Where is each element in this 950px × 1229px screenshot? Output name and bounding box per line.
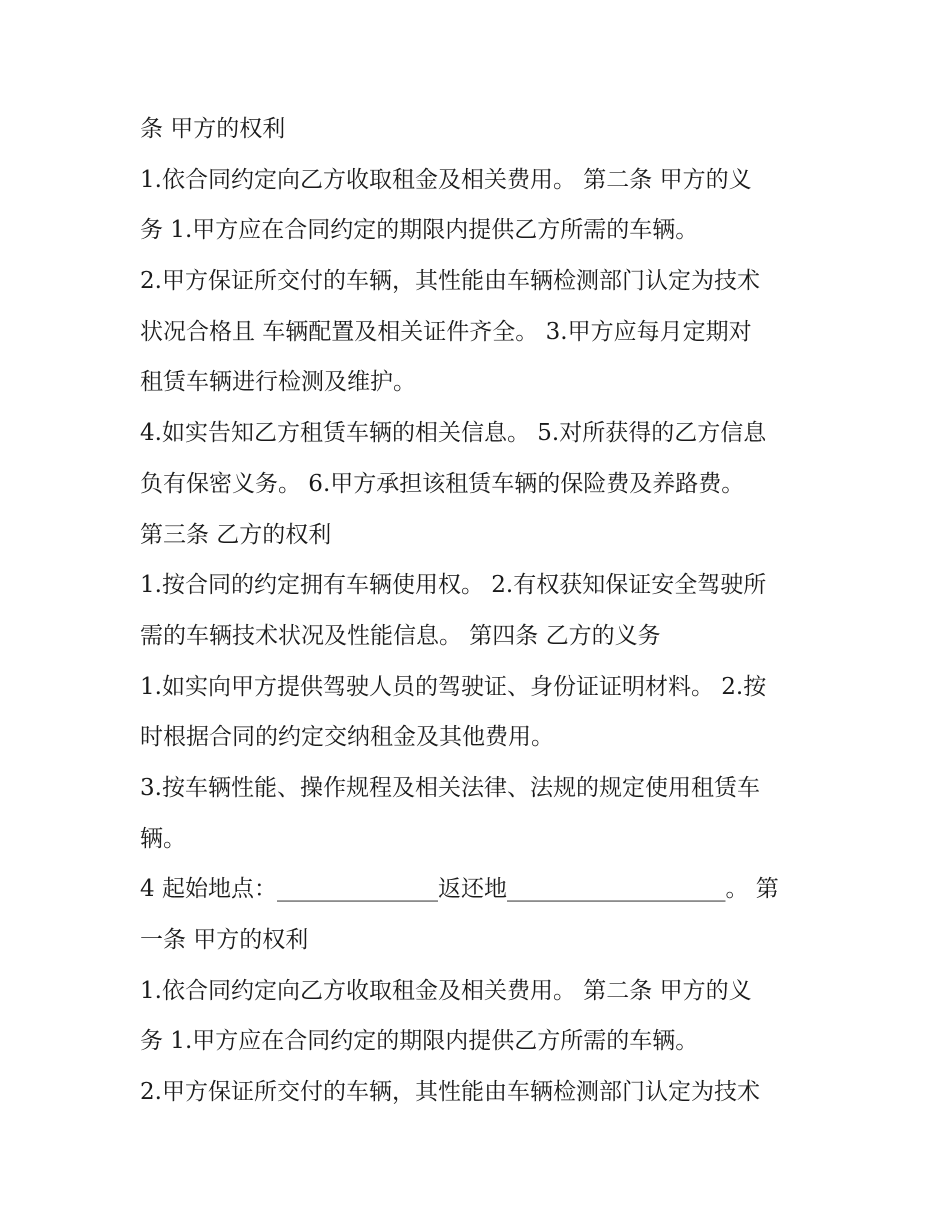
text-line-14: 3.按车辆性能、操作规程及相关法律、法规的规定使用租赁车 xyxy=(140,774,760,801)
text-line-15: 辆。 xyxy=(140,825,186,852)
text-line-4: 2.甲方保证所交付的车辆，其性能由车辆检测部门认定为技术 xyxy=(140,268,760,295)
text-line-13: 时根据合同的约定交纳租金及其他费用。 xyxy=(140,724,554,751)
text-line-20: 2.甲方保证所交付的车辆，其性能由车辆检测部门认定为技术 xyxy=(140,1079,760,1106)
text-line-16: 4 起始地点：______________返还地___________________。 第 xyxy=(140,876,779,903)
text-line-2: 1.依合同约定向乙方收取租金及相关费用。 第二条 甲方的义 xyxy=(140,166,752,193)
text-line-6: 租赁车辆进行检测及维护。 xyxy=(140,369,416,396)
contract-text xyxy=(140,104,820,1118)
text-line-17: 一条 甲方的权利 xyxy=(140,927,309,953)
text-line-12: 1.如实向甲方提供驾驶人员的驾驶证、身份证证明材料。 2.按 xyxy=(140,673,767,700)
text-line-1: 条 甲方的权利 xyxy=(140,116,286,142)
text-line-3: 务 1.甲方应在合同约定的期限内提供乙方所需的车辆。 xyxy=(140,217,699,244)
text-line-19: 务 1.甲方应在合同约定的期限内提供乙方所需的车辆。 xyxy=(140,1028,699,1055)
text-line-7: 4.如实告知乙方租赁车辆的相关信息。 5.对所获得的乙方信息 xyxy=(140,420,767,447)
text-line-18: 1.依合同约定向乙方收取租金及相关费用。 第二条 甲方的义 xyxy=(140,977,752,1004)
text-line-5: 状况合格且 车辆配置及相关证件齐全。 3.甲方应每月定期对 xyxy=(140,318,752,345)
section-heading-party-b-rights: 第三条 乙方的权利 xyxy=(140,521,332,548)
text-line-10: 1.按合同的约定拥有车辆使用权。 2.有权获知保证安全驾驶所 xyxy=(140,572,767,599)
text-line-11: 需的车辆技术状况及性能信息。 第四条 乙方的义务 xyxy=(140,622,661,649)
text-line-8: 负有保密义务。 6.甲方承担该租赁车辆的保险费及养路费。 xyxy=(140,470,745,497)
